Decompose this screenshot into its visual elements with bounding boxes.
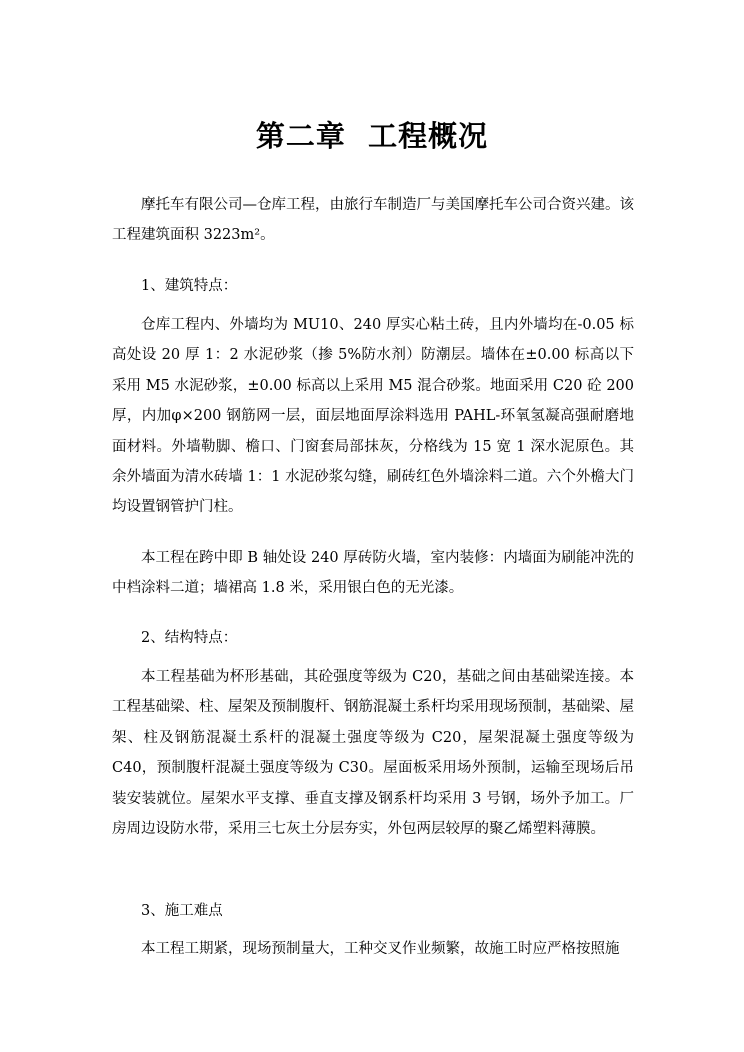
architecture-paragraph-2: 本工程在跨中即 B 轴处设 240 厚砖防火墙，室内装修：内墙面为刷能冲洗的中档涂料二道；墙裙高 1.8 米，采用银白色的无光漆。 [112,550,634,597]
structure-paragraph: 本工程基础为杯形基础，其砼强度等级为 C20，基础之间由基础梁连接。本工程基础梁、柱、屋架及预制腹杆、钢筋混凝土系杆均采用现场预制，基础梁、屋架、柱及钢筋混凝土系杆的混凝土强度等级为 C20，屋架混凝土强度等级为 C40，预制腹杆混凝土强度等级为 C30。屋面板采用场外预制，运输至现场后吊装安装就位。屋架水平支撑、垂直支撑及钢系杆均采用 3 号钢，场外予加工。厂房周边设防水带，采用三七灰土分层夯实，外包两层较厚的聚乙烯塑料薄膜。 [112,669,634,838]
architecture-paragraph-1: 仓库工程内、外墙均为 MU10、240 厚实心粘土砖，且内外墙均在-0.05 标高处设 20 厚 1：2 水泥砂浆（掺 5%防水剂）防潮层。墙体在±0.00 标高以下采用 M5 水泥砂浆，±0.00 标高以上采用 M5 混合砂浆。地面采用 C20 砼 200 厚，内加φ×200 钢筋网一层，面层地面厚涂料选用 PAHL-环氧氢凝高强耐磨地面材料。外墙勒脚、檐口、门窗套局部抹灰，分格线为 15 宽 1 深水泥原色。其余外墙面为清水砖墙 1：1 水泥砂浆勾缝，刷砖红色外墙涂料二道。六个外檐大门均设置钢管护门柱。 [112,317,634,516]
intro-paragraph: 摩托车有限公司—仓库工程，由旅行车制造厂与美国摩托车公司合资兴建。该工程建筑面积 3223m²。 [112,197,634,244]
section-heading-architecture: 1、建筑特点： [141,278,238,294]
section-heading-structure: 2、结构特点： [141,630,238,646]
difficulties-paragraph: 本工程工期紧，现场预制量大，工种交叉作业频繁，故施工时应严格按照施 [141,941,620,957]
chapter-title: 第二章 工程概况 [255,119,489,153]
section-heading-difficulties: 3、施工难点 [141,903,223,919]
